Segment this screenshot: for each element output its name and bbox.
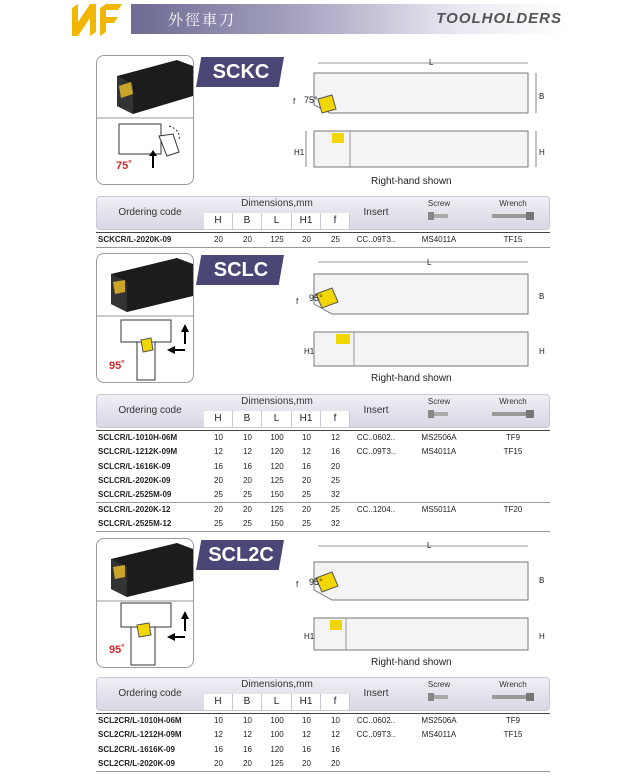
cell-l: 150	[270, 490, 284, 500]
ordering-code: SCLCR/L-2020K-12	[98, 504, 171, 514]
cell-screw: MS2506A	[421, 716, 457, 725]
sclc-col-b: B	[233, 411, 262, 427]
cell-h1: 20	[302, 504, 311, 514]
scl2c-col-insert: Insert	[363, 688, 389, 699]
sclc-col-dimensions: Dimensions,mm	[241, 396, 313, 407]
cell-l: 120	[270, 461, 284, 471]
sclc-dim-l: L	[427, 258, 432, 267]
cell-screw: MS4011A	[421, 447, 457, 457]
table-row	[96, 714, 550, 728]
cell-b: 20	[243, 504, 252, 514]
cell-insert: CC..0602..	[356, 433, 396, 442]
cell-h1: 25	[302, 518, 311, 528]
cell-f: 10	[331, 716, 340, 725]
sclc-col-l: L	[262, 411, 292, 427]
cell-h: 10	[214, 433, 223, 442]
sckc-dimension-drawing	[292, 55, 552, 183]
sclc-drawing-angle: 95°	[309, 293, 323, 303]
cell-b: 16	[243, 744, 252, 754]
sclc-col-insert: Insert	[363, 405, 389, 416]
table-row	[96, 431, 550, 445]
sckc-photo-frame	[96, 55, 194, 185]
divider	[96, 247, 550, 248]
header-title-zh: 外徑車刀	[168, 11, 237, 29]
cell-h: 20	[214, 475, 223, 485]
sckc-screw-icon	[428, 210, 450, 222]
cell-insert: CC..09T3..	[356, 730, 396, 740]
sckc-col-h: H	[204, 213, 233, 229]
cell-h1: 16	[302, 461, 311, 471]
scl2c-wrench-icon	[492, 692, 536, 702]
cell-f: 32	[331, 490, 340, 500]
cell-h: 20	[214, 504, 223, 514]
sckc-angle-label: 75˚	[116, 160, 132, 172]
cell-h: 12	[214, 447, 223, 457]
cell-h1: 20	[302, 758, 311, 768]
sckc-wrench-icon	[492, 211, 536, 221]
sckc-toolholder-image	[97, 56, 194, 185]
cell-insert: CC..1204..	[356, 504, 396, 514]
sckc-dim-h: H	[539, 148, 545, 157]
scl2c-right-hand-label: Right-hand shown	[371, 657, 452, 668]
cell-f: 32	[331, 518, 340, 528]
cell-f: 25	[331, 235, 340, 244]
scl2c-col-wrench: Wrench	[499, 680, 527, 689]
scl2c-dim-l: L	[427, 541, 432, 550]
cell-h: 20	[214, 758, 223, 768]
cell-f: 25	[331, 475, 340, 485]
ordering-code: SCLCR/L-1616K-09	[98, 461, 171, 471]
scl2c-screw-icon	[428, 691, 450, 703]
scl2c-col-h1: H1	[292, 694, 321, 710]
cell-h1: 20	[302, 235, 311, 244]
cell-h: 25	[214, 518, 223, 528]
sckc-col-b: B	[233, 213, 262, 229]
sckc-col-ordering-code: Ordering code	[118, 207, 182, 218]
ordering-code: SCL2CR/L-2020K-09	[98, 758, 175, 768]
sclc-dim-b: B	[539, 292, 545, 301]
sclc-dim-h1: H1	[304, 347, 315, 356]
cell-l: 100	[270, 716, 284, 725]
scl2c-code-title: SCL2C	[208, 544, 274, 566]
ordering-code: SCLCR/L-2525M-12	[98, 518, 172, 528]
cell-l: 120	[270, 744, 284, 754]
cell-h1: 12	[302, 447, 311, 457]
cell-screw: MS5011A	[421, 504, 457, 514]
cell-b: 12	[243, 447, 252, 457]
scl2c-col-b: B	[233, 694, 262, 710]
scl2c-col-dimensions: Dimensions,mm	[241, 679, 313, 690]
sclc-dimension-drawing	[292, 256, 552, 384]
cell-h: 12	[214, 730, 223, 740]
table-row	[96, 743, 550, 757]
cell-h1: 12	[302, 730, 311, 740]
divider	[96, 502, 550, 503]
cell-insert: CC..0602..	[356, 716, 396, 725]
cell-f: 20	[331, 758, 340, 768]
cell-b: 10	[243, 433, 252, 442]
sclc-right-hand-label: Right-hand shown	[371, 373, 452, 384]
cell-insert: CC..09T3..	[356, 447, 396, 457]
cell-l: 125	[270, 235, 284, 244]
scl2c-col-f: f	[321, 694, 350, 710]
table-row	[96, 488, 550, 502]
sclc-col-wrench: Wrench	[499, 397, 527, 406]
sckc-col-f: f	[321, 213, 350, 229]
sclc-wrench-icon	[492, 409, 536, 419]
cell-b: 10	[243, 716, 252, 725]
cell-h: 16	[214, 744, 223, 754]
sckc-product-panel	[96, 55, 286, 185]
table-row	[96, 503, 550, 517]
cell-wrench: TF15	[503, 447, 523, 457]
cell-insert: CC..09T3..	[356, 235, 396, 244]
cell-f: 12	[331, 730, 340, 740]
scl2c-dimension-drawing	[292, 540, 552, 668]
cell-h1: 25	[302, 490, 311, 500]
cell-screw: MS2506A	[421, 433, 457, 442]
cell-h1: 20	[302, 475, 311, 485]
scl2c-col-h: H	[204, 694, 233, 710]
scl2c-dim-f: f	[296, 580, 299, 589]
sclc-dim-h: H	[539, 347, 545, 356]
cell-b: 25	[243, 490, 252, 500]
cell-h: 20	[214, 235, 223, 244]
cell-b: 25	[243, 518, 252, 528]
sclc-dim-f: f	[296, 297, 299, 306]
scl2c-dim-h: H	[539, 632, 545, 641]
cell-f: 16	[331, 744, 340, 754]
cell-f: 12	[331, 433, 340, 442]
table-row	[96, 445, 550, 459]
ordering-code: SCL2CR/L-1212H-09M	[98, 730, 182, 740]
cell-h: 25	[214, 490, 223, 500]
cell-h1: 10	[302, 433, 311, 442]
cell-wrench: TF15	[503, 730, 523, 740]
cell-l: 125	[270, 504, 284, 514]
sckc-right-hand-label: Right-hand shown	[371, 176, 452, 187]
cell-f: 20	[331, 461, 340, 471]
cell-l: 125	[270, 475, 284, 485]
sclc-product-panel	[96, 253, 286, 383]
sckc-col-insert: Insert	[363, 207, 389, 218]
scl2c-col-l: L	[262, 694, 292, 710]
cell-f: 25	[331, 504, 340, 514]
cell-screw: MS4011A	[421, 730, 457, 740]
table-row	[96, 474, 550, 488]
scl2c-dim-h1: H1	[304, 632, 315, 641]
sckc-dim-b: B	[539, 92, 545, 101]
divider	[96, 531, 550, 532]
cell-wrench: TF20	[503, 504, 523, 514]
cell-b: 12	[243, 730, 252, 740]
ordering-code: SCL2CR/L-1010H-06M	[98, 716, 182, 725]
cell-b: 16	[243, 461, 252, 471]
cell-f: 16	[331, 447, 340, 457]
sclc-col-h: H	[204, 411, 233, 427]
cell-screw: MS4011A	[421, 235, 457, 244]
sclc-screw-icon	[428, 408, 450, 420]
cell-h1: 10	[302, 716, 311, 725]
table-row	[96, 728, 550, 742]
brand-logo	[70, 2, 124, 38]
cell-b: 20	[243, 758, 252, 768]
sckc-dim-f: f	[293, 97, 296, 106]
sckc-code-title: SCKC	[212, 61, 270, 83]
divider	[96, 771, 550, 772]
sclc-angle-label: 95˚	[109, 360, 125, 372]
table-row	[96, 517, 550, 531]
scl2c-angle-label: 95˚	[109, 644, 125, 656]
cell-l: 125	[270, 758, 284, 768]
sclc-col-f: f	[321, 411, 350, 427]
scl2c-dim-b: B	[539, 576, 545, 585]
sckc-dim-l: L	[429, 58, 434, 67]
sckc-drawing-angle: 75°	[304, 95, 318, 105]
table-row	[96, 757, 550, 771]
ordering-code: SCKCR/L-2020K-09	[98, 235, 172, 244]
sclc-col-h1: H1	[292, 411, 321, 427]
sclc-col-screw: Screw	[427, 397, 451, 406]
cell-l: 100	[270, 433, 284, 442]
sckc-col-dimensions: Dimensions,mm	[241, 198, 313, 209]
cell-h: 10	[214, 716, 223, 725]
ordering-code: SCLCR/L-2020K-09	[98, 475, 171, 485]
cell-l: 100	[270, 730, 284, 740]
cell-wrench: TF15	[503, 235, 523, 244]
cell-wrench: TF9	[505, 433, 521, 442]
cell-b: 20	[243, 475, 252, 485]
header-title-en: TOOLHOLDERS	[436, 10, 562, 27]
scl2c-drawing-angle: 95°	[309, 577, 323, 587]
sclc-code-title: SCLC	[213, 259, 269, 281]
cell-h: 16	[214, 461, 223, 471]
sckc-col-wrench: Wrench	[499, 199, 527, 208]
sclc-col-ordering-code: Ordering code	[118, 405, 182, 416]
sckc-dim-h1: H1	[294, 148, 305, 157]
cell-h1: 16	[302, 744, 311, 754]
cell-l: 120	[270, 447, 284, 457]
sckc-col-l: L	[262, 213, 292, 229]
table-row	[96, 460, 550, 474]
ordering-code: SCL2CR/L-1616K-09	[98, 744, 175, 754]
scl2c-product-panel	[96, 538, 286, 668]
cell-wrench: TF9	[505, 716, 521, 725]
cell-b: 20	[243, 235, 252, 244]
ordering-code: SCLCR/L-1212K-09M	[98, 447, 178, 457]
table-row	[96, 233, 550, 247]
ordering-code: SCLCR/L-1010H-06M	[98, 433, 178, 442]
cell-l: 150	[270, 518, 284, 528]
scl2c-col-ordering-code: Ordering code	[118, 688, 182, 699]
ordering-code: SCLCR/L-2525M-09	[98, 490, 172, 500]
sckc-col-screw: Screw	[427, 199, 451, 208]
sckc-col-h1: H1	[292, 213, 321, 229]
scl2c-col-screw: Screw	[427, 680, 451, 689]
